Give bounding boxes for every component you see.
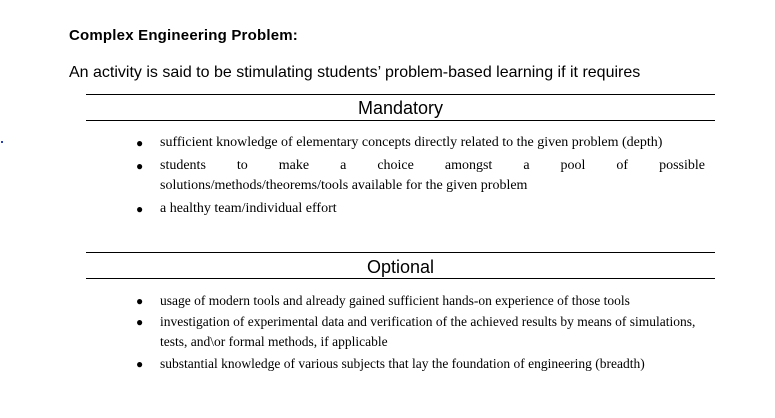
optional-section-title: Optional [366,257,435,277]
list-item [135,291,705,312]
intro-sentence: An activity is said to be stimulating students’ problem-based learning if it requires [69,64,641,81]
mandatory-section-title: Mandatory [357,98,444,118]
optional-list [135,291,705,374]
list-item [135,156,705,199]
bullet-icon: ● [136,357,144,371]
list-item [135,133,705,156]
list-item-text-line1: students to make a choice amongst a pool of possible [160,158,705,173]
bullet-icon: ● [136,136,144,150]
bullet-icon: ● [136,202,144,216]
list-item-text: a healthy team/individual effort [160,201,337,216]
bullet-icon: ● [136,159,144,173]
optional-top-rule [86,252,715,253]
bullet-icon: ● [136,294,144,308]
mandatory-top-rule [86,94,715,95]
mandatory-bottom-rule [86,120,715,121]
margin-mark [1,141,3,143]
list-item-text: usage of modern tools and already gained sufficient hands-on experience of those tools [160,293,630,308]
list-item-text: investigation of experimental data and verification of the achieved results by means of simulations, tests, and\or formal methods, if applicable [160,314,696,349]
list-item-text: substantial knowledge of various subjects that lay the foundation of engineering (breadth) [160,356,645,371]
list-item [135,312,705,354]
document-heading: Complex Engineering Problem: [69,27,298,44]
list-item [135,354,705,374]
list-item-text: sufficient knowledge of elementary concepts directly related to the given problem (depth) [160,135,663,150]
mandatory-list [135,133,705,219]
optional-bottom-rule [86,278,715,279]
bullet-icon: ● [136,315,144,329]
list-item [135,199,705,219]
list-item-text-line2: solutions/methods/theorems/tools available for the given problem [160,178,528,193]
